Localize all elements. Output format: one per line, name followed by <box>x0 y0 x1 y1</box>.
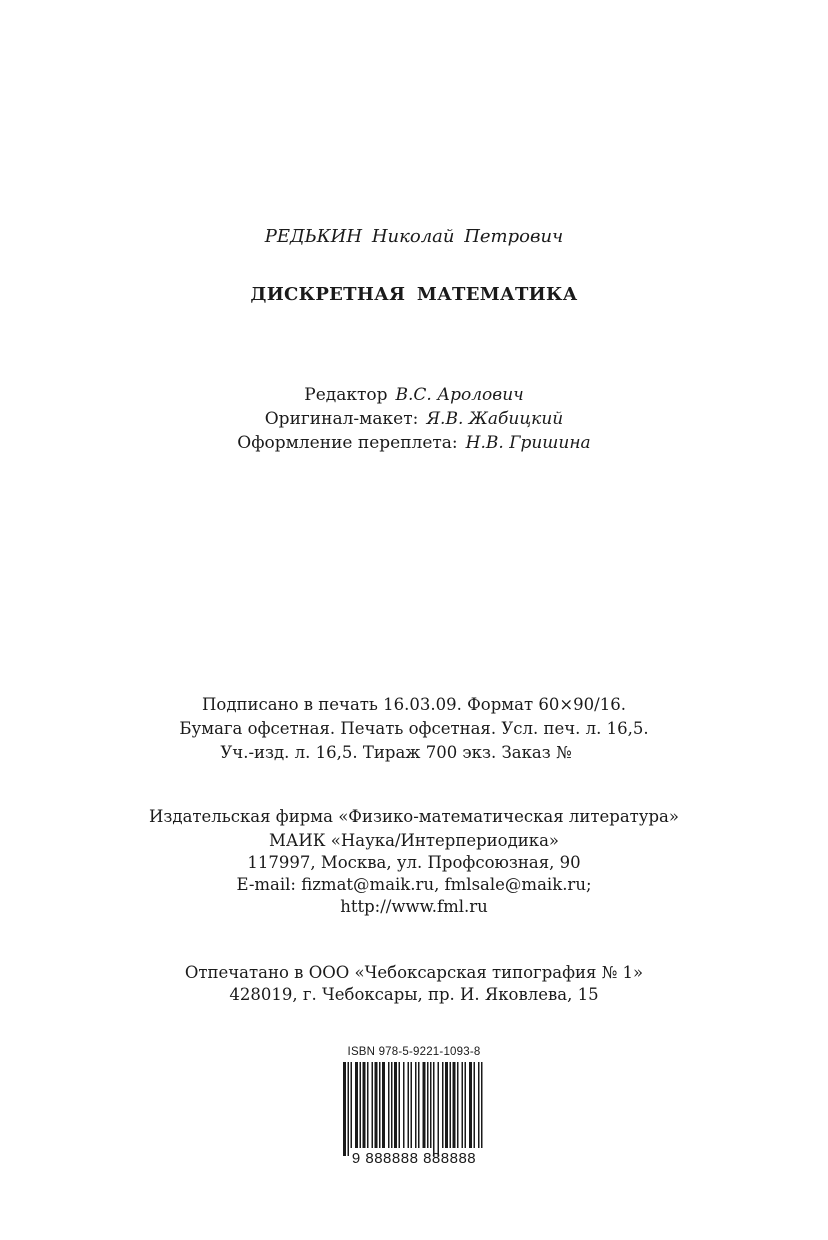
barcode-bar <box>418 1062 420 1148</box>
barcode-bar <box>360 1062 362 1148</box>
barcode-bar <box>375 1062 378 1148</box>
barcode-bar <box>379 1062 381 1148</box>
barcode-digits: 9 888888 888888 <box>351 1150 477 1167</box>
barcode-bar <box>478 1062 480 1148</box>
isbn-label: ISBN 978-5-9221-1093-8 <box>347 1046 481 1058</box>
barcode-bar <box>474 1062 476 1148</box>
barcode-bar <box>399 1062 401 1148</box>
publisher-line: МАИК «Наука/Интерпериодика» <box>268 831 560 850</box>
credit-person: Я.В. Жабицкий <box>426 409 564 429</box>
barcode-bar <box>453 1062 456 1148</box>
barcode-bar <box>343 1062 346 1156</box>
print-info-line: Уч.-изд. л. 16,5. Тираж 700 экз. Заказ № <box>220 743 572 762</box>
barcode-bar <box>355 1062 358 1148</box>
publisher-line: Издательская фирма «Физико-математическая литература» <box>149 807 679 826</box>
author-given-names: Николай Петрович <box>371 226 564 247</box>
barcode-icon <box>341 1062 487 1158</box>
barcode-bar <box>367 1062 369 1148</box>
credit-role: Редактор <box>304 385 388 405</box>
barcode-bar <box>442 1062 444 1148</box>
barcode-bar <box>351 1062 353 1148</box>
book-title: ДИСКРЕТНАЯ МАТЕМАТИКА <box>250 284 578 305</box>
barcode-bar <box>430 1062 432 1148</box>
barcode-bar <box>450 1062 452 1148</box>
author-surname: РЕДЬКИН <box>264 226 363 247</box>
barcode-bar <box>408 1062 410 1148</box>
credit-person: Н.В. Гришина <box>465 433 591 453</box>
publisher-email: E-mail: fizmat@maik.ru, fmlsale@maik.ru; <box>236 875 592 894</box>
printer-line: 428019, г. Чебоксары, пр. И. Яковлева, 15 <box>229 985 599 1004</box>
barcode-bar <box>438 1062 440 1156</box>
credit-role: Оформление переплета: <box>237 433 458 453</box>
barcode-bar <box>403 1062 405 1148</box>
credit-layout <box>0 408 828 430</box>
barcode-bar <box>372 1062 374 1148</box>
barcode-bar <box>469 1062 472 1148</box>
barcode-bar <box>433 1062 435 1156</box>
barcode-bar <box>465 1062 467 1148</box>
barcode-bar <box>348 1062 350 1156</box>
publisher-website: http://www.fml.ru <box>340 897 488 916</box>
barcode-bar <box>388 1062 390 1148</box>
barcode-bar <box>462 1062 464 1148</box>
print-info-line: Подписано в печать 16.03.09. Формат 60×90/16. <box>202 695 626 714</box>
publisher-line: 117997, Москва, ул. Профсоюзная, 90 <box>247 853 581 872</box>
credit-cover-design <box>0 432 828 454</box>
credit-editor <box>0 384 828 406</box>
barcode-bar <box>382 1062 385 1148</box>
barcode-bar <box>445 1062 448 1148</box>
barcode-bar <box>411 1062 413 1148</box>
barcode-bar <box>363 1062 366 1148</box>
author-name <box>0 226 828 248</box>
barcode-bar <box>394 1062 397 1148</box>
printer-line: Отпечатано в ООО «Чебоксарская типография № 1» <box>184 963 644 982</box>
barcode-bar <box>457 1062 459 1148</box>
print-info-line: Бумага офсетная. Печать офсетная. Усл. печ. л. 16,5. <box>179 719 649 738</box>
credit-person: В.С. Аролович <box>395 385 524 405</box>
barcode-bar <box>423 1062 426 1148</box>
credit-role: Оригинал-макет: <box>264 409 419 429</box>
barcode-bar <box>415 1062 417 1148</box>
barcode-bar <box>481 1062 483 1148</box>
barcode-bar <box>391 1062 393 1148</box>
barcode-bar <box>427 1062 429 1148</box>
